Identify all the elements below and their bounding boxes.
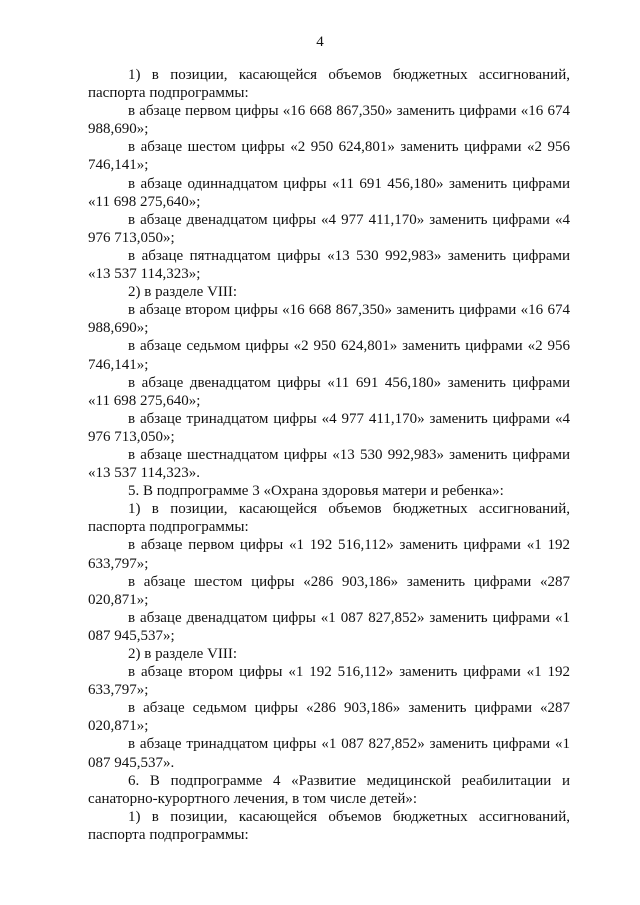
- paragraph: в абзаце первом цифры «16 668 867,350» заменить цифрами «16 674 988,690»;: [88, 103, 570, 138]
- paragraph: в абзаце втором цифры «16 668 867,350» заменить цифрами «16 674 988,690»;: [88, 302, 570, 337]
- paragraph: в абзаце двенадцатом цифры «4 977 411,170» заменить цифрами «4 976 713,050»;: [88, 211, 570, 246]
- paragraph: в абзаце седьмом цифры «286 903,186» заменить цифрами «287 020,871»;: [88, 700, 570, 735]
- paragraph: в абзаце одиннадцатом цифры «11 691 456,180» заменить цифрами «11 698 275,640»;: [88, 175, 570, 210]
- paragraph: 2) в разделе VIII:: [128, 284, 238, 301]
- paragraph: в абзаце шестнадцатом цифры «13 530 992,983» заменить цифрами «13 537 114,323».: [88, 446, 570, 482]
- paragraph: в абзаце седьмом цифры «2 950 624,801» заменить цифрами «2 956 746,141»;: [88, 338, 570, 373]
- page-number: 4: [316, 34, 324, 50]
- paragraph: в абзаце втором цифры «1 192 516,112» заменить цифрами «1 192 633,797»;: [88, 664, 570, 699]
- paragraph: в абзаце двенадцатом цифры «1 087 827,852» заменить цифрами «1 087 945,537»;: [88, 609, 570, 644]
- paragraph: 1) в позиции, касающейся объемов бюджетных ассигнований, паспорта подпрограммы:: [88, 501, 570, 536]
- paragraph: 6. В подпрограмме 4 «Развитие медицинской реабилитации и санаторно-курортного лечения, в том числе детей»:: [88, 772, 570, 807]
- paragraph: 1) в позиции, касающейся объемов бюджетных ассигнований, паспорта подпрограммы:: [88, 808, 570, 843]
- paragraph: в абзаце первом цифры «1 192 516,112» заменить цифрами «1 192 633,797»;: [88, 537, 570, 572]
- paragraph: в абзаце пятнадцатом цифры «13 530 992,983» заменить цифрами «13 537 114,323»;: [88, 247, 570, 283]
- document-body: [88, 66, 570, 844]
- paragraph: в абзаце тринадцатом цифры «1 087 827,852» заменить цифрами «1 087 945,537».: [88, 736, 570, 771]
- paragraph: в абзаце тринадцатом цифры «4 977 411,170» заменить цифрами «4 976 713,050»;: [88, 410, 570, 445]
- paragraph: 1) в позиции, касающейся объемов бюджетных ассигнований, паспорта подпрограммы:: [88, 67, 570, 102]
- paragraph: в абзаце шестом цифры «286 903,186» заменить цифрами «287 020,871»;: [88, 573, 570, 608]
- paragraph: 2) в разделе VIII:: [128, 646, 238, 662]
- paragraph: в абзаце двенадцатом цифры «11 691 456,180» заменить цифрами «11 698 275,640»;: [88, 374, 570, 409]
- paragraph: в абзаце шестом цифры «2 950 624,801» заменить цифрами «2 956 746,141»;: [88, 139, 570, 174]
- paragraph: 5. В подпрограмме 3 «Охрана здоровья матери и ребенка»:: [128, 483, 504, 500]
